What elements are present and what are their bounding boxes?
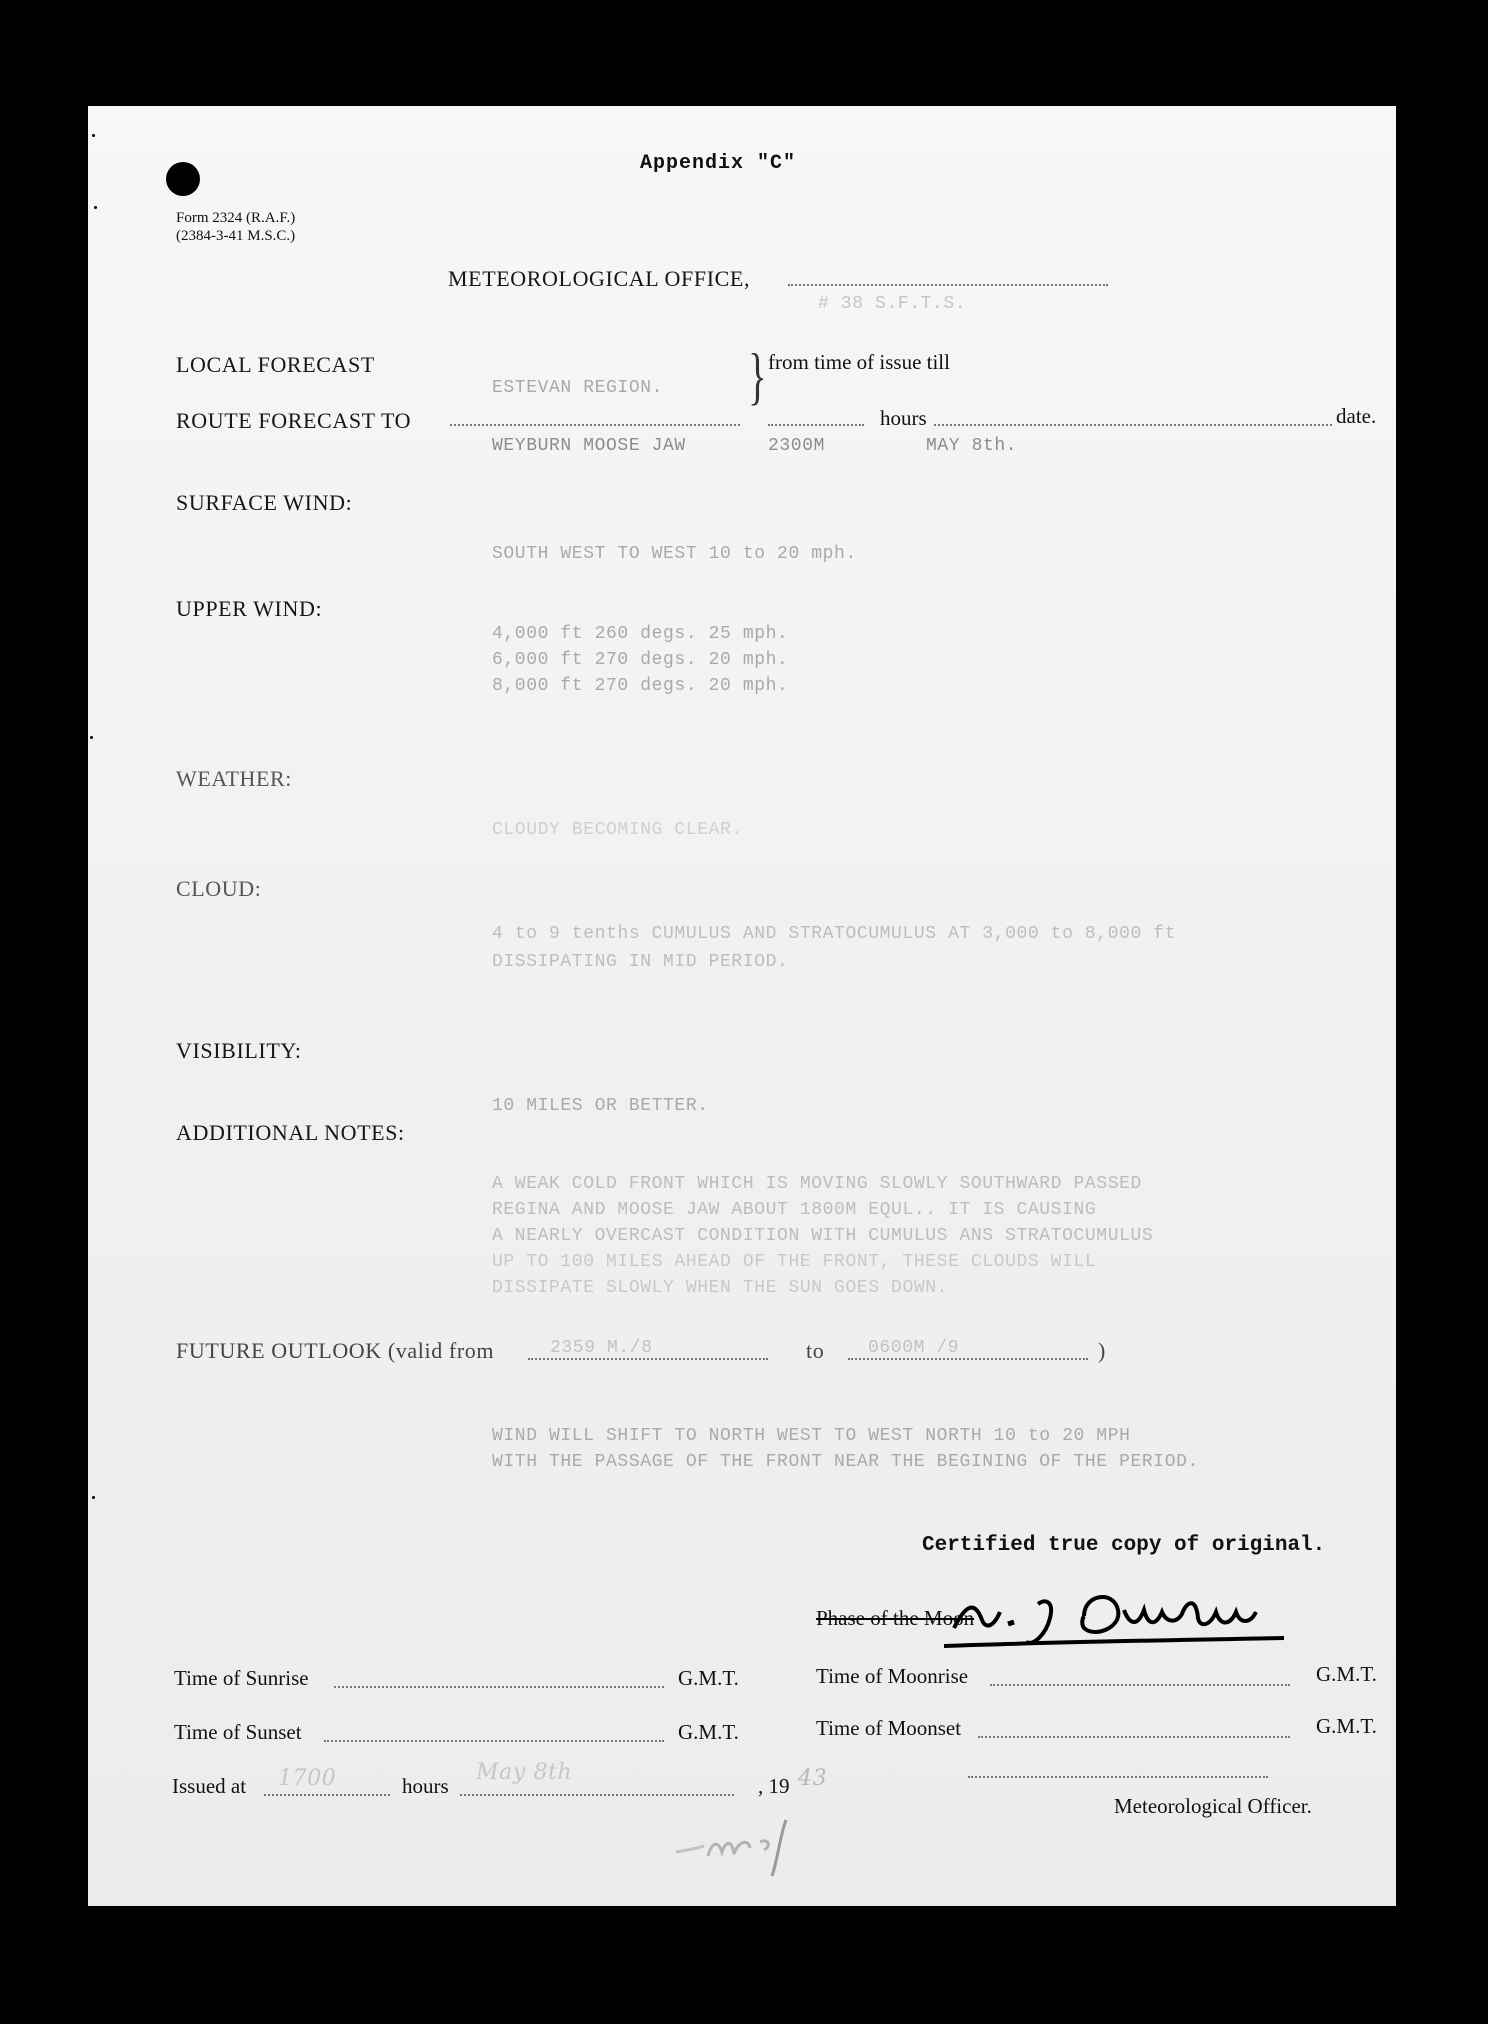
outlook-from-value: 2359 M./8 [550, 1338, 653, 1358]
form-number: Form 2324 (R.A.F.) [176, 210, 296, 226]
speck [90, 736, 93, 739]
weather-value: CLOUDY BECOMING CLEAR. [492, 820, 743, 840]
visibility-value: 10 MILES OR BETTER. [492, 1096, 709, 1116]
notes-line: A WEAK COLD FRONT WHICH IS MOVING SLOWLY SOUTHWARD PASSED [492, 1174, 1142, 1194]
moonset-label: Time of Moonset [816, 1716, 962, 1740]
issued-year-value: 43 [798, 1766, 828, 1791]
notes-line: REGINA AND MOOSE JAW ABOUT 1800M EQUL.. IT IS CAUSING [492, 1200, 1097, 1220]
speck [92, 1496, 95, 1499]
local-forecast-value: ESTEVAN REGION. [492, 378, 664, 398]
surface-wind-label: SURFACE WIND: [176, 490, 353, 515]
issued-date-line [460, 1794, 734, 1796]
moonset-line [978, 1736, 1290, 1738]
surface-wind-value: SOUTH WEST TO WEST 10 to 20 mph. [492, 544, 857, 564]
outlook-line: WITH THE PASSAGE OF THE FRONT NEAR THE BEGINING OF THE PERIOD. [492, 1452, 1199, 1472]
date-label: date. [1336, 404, 1377, 428]
upper-wind-line: 6,000 ft 270 degs. 20 mph. [492, 650, 789, 670]
notes-line: A NEARLY OVERCAST CONDITION WITH CUMULUS ANS STRATOCUMULUS [492, 1226, 1154, 1246]
route-line [450, 424, 740, 426]
notes-line: DISSIPATE SLOWLY WHEN THE SUN GOES DOWN. [492, 1278, 949, 1298]
visibility-label: VISIBILITY: [176, 1038, 302, 1063]
sunrise-gmt: G.M.T. [678, 1666, 739, 1690]
hours-line-left [768, 424, 864, 426]
outlook-to-label: to [806, 1338, 825, 1363]
issued-year-prefix: , 19 [758, 1774, 790, 1798]
hours-label: hours [880, 406, 927, 430]
local-forecast-label: LOCAL FORECAST [176, 352, 375, 377]
outlook-from-line [528, 1358, 768, 1360]
moonrise-label: Time of Moonrise [816, 1664, 969, 1688]
issued-hours-label: hours [402, 1774, 449, 1798]
route-forecast-label: ROUTE FORECAST TO [176, 408, 412, 433]
issued-time-line [264, 1794, 390, 1796]
moonrise-line [990, 1684, 1290, 1686]
sunset-label: Time of Sunset [174, 1720, 302, 1744]
phase-of-moon-label: Phase of the Moon [816, 1606, 975, 1630]
outlook-to-line [848, 1358, 1088, 1360]
outlook-to-value: 0600M /9 [868, 1338, 960, 1358]
speck [92, 134, 95, 137]
certifying-signature [934, 1568, 1294, 1652]
upper-wind-line: 8,000 ft 270 degs. 20 mph. [492, 676, 789, 696]
moonset-gmt: G.M.T. [1316, 1714, 1377, 1738]
future-outlook-label: FUTURE OUTLOOK (valid from [176, 1338, 495, 1363]
cloud-label: CLOUD: [176, 876, 262, 901]
brace: } [748, 340, 767, 411]
validity-label: from time of issue till [768, 350, 950, 374]
issued-label: Issued at [172, 1774, 247, 1798]
date-line [934, 424, 1332, 426]
form-code: (2384-3-41 M.S.C.) [176, 228, 296, 244]
cloud-line: 4 to 9 tenths CUMULUS AND STRATOCUMULUS AT 3,000 to 8,000 ft [492, 924, 1177, 944]
officer-label: Meteorological Officer. [1114, 1794, 1312, 1818]
issued-time-value: 1700 [278, 1766, 337, 1791]
certification-text: Certified true copy of original. [922, 1534, 1326, 1557]
outlook-line: WIND WILL SHIFT TO NORTH WEST TO WEST NORTH 10 to 20 MPH [492, 1426, 1131, 1446]
upper-wind-line: 4,000 ft 260 degs. 25 mph. [492, 624, 789, 644]
upper-wind-label: UPPER WIND: [176, 596, 323, 621]
sunrise-label: Time of Sunrise [174, 1666, 309, 1690]
notes-line: UP TO 100 MILES AHEAD OF THE FRONT, THESE CLOUDS WILL [492, 1252, 1097, 1272]
outlook-close: ) [1098, 1338, 1106, 1363]
speck [94, 206, 97, 209]
moonrise-gmt: G.M.T. [1316, 1662, 1377, 1686]
additional-notes-label: ADDITIONAL NOTES: [176, 1120, 405, 1145]
appendix-title: Appendix "C" [640, 152, 797, 175]
office-label: METEOROLOGICAL OFFICE, [448, 266, 751, 291]
weather-label: WEATHER: [176, 766, 293, 791]
office-value: # 38 S.F.T.S. [818, 294, 967, 314]
officer-line [968, 1776, 1268, 1778]
date-value: MAY 8th. [926, 436, 1018, 456]
sunrise-line [334, 1686, 664, 1688]
cloud-line: DISSIPATING IN MID PERIOD. [492, 952, 789, 972]
route-forecast-value: WEYBURN MOOSE JAW [492, 436, 686, 456]
form-sheet [88, 106, 1396, 1906]
punch-hole [166, 162, 200, 196]
hours-value: 2300M [768, 436, 826, 456]
office-line [788, 284, 1108, 286]
sunset-gmt: G.M.T. [678, 1720, 739, 1744]
sunset-line [324, 1740, 664, 1742]
issued-date-value: May 8th [476, 1760, 573, 1785]
initials-signature [668, 1812, 828, 1882]
